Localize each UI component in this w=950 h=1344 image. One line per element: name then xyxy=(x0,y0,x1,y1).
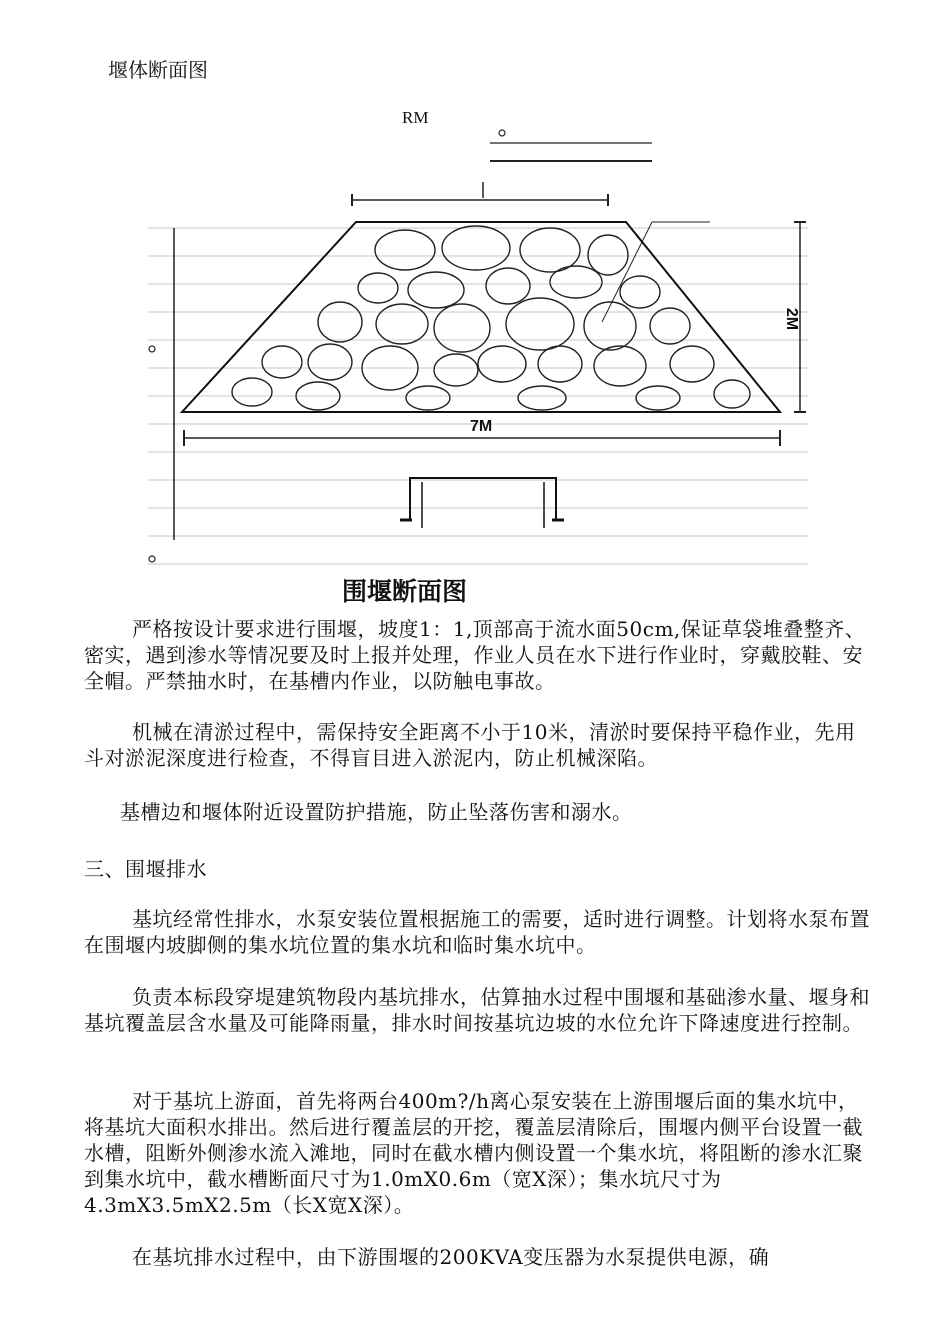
width-dimension-label: 7M xyxy=(470,418,493,435)
stone-pattern xyxy=(232,226,750,410)
section-paragraph-1: 基坑经常性排水，水泵安装位置根据施工的需要，适时进行调整。计划将水泵布置在围堰内坡脚侧的集水坑位置的集水坑和临时集水坑中。 xyxy=(84,907,870,957)
figure-caption: 围堰断面图 xyxy=(342,577,468,606)
paragraph-3: 基槽边和堰体附近设置防护措施，防止坠落伤害和溺水。 xyxy=(120,800,633,824)
section-heading: 堰体断面图 xyxy=(108,58,208,82)
section-paragraph-4: 在基坑排水过程中，由下游围堰的200KVA变压器为水泵提供电源，确 xyxy=(132,1245,770,1269)
paragraph-2: 机械在清淤过程中，需保持安全距离不小于10米，清淤时要保持平稳作业，先用斗对淤泥深度进行检查，不得盲目进入淤泥内，防止机械深陷。 xyxy=(84,720,856,770)
grid-lines xyxy=(148,228,808,564)
top-label: RM xyxy=(402,108,429,127)
dam-cross-section-figure xyxy=(140,100,820,580)
dam-cross-section-drawing xyxy=(140,100,820,580)
section-paragraph-2: 负责本标段穿堤建筑物段内基坑排水，估算抽水过程中围堰和基础渗水量、堰身和基坑覆盖层含水量及可能降雨量，排水时间按基坑边坡的水位允许下降速度进行控制。 xyxy=(84,985,870,1035)
height-dimension-label: 2M xyxy=(783,307,801,331)
section-title: 三、围堰排水 xyxy=(84,857,207,881)
section-paragraph-3: 对于基坑上游面，首先将两台400m?/h离心泵安装在上游围堰后面的集水坑中，将基坑大面积水排出。然后进行覆盖层的开挖，覆盖层清除后，围堰内侧平台设置一截水槽，阻断外侧渗水流入滩地，同时在截水槽内侧设置一个集水坑，将阻断的渗水汇聚到集水坑中，截水槽断面尺寸为1.0mX0.6m（宽X深）；集水坑尺寸为4.3mX3.5mX2.5m（长X宽X深）。 xyxy=(84,1089,863,1217)
paragraph-1: 严格按设计要求进行围堰，坡度1：1,顶部高于流水面50cm,保证草袋堆叠整齐、密实，遇到渗水等情况要及时上报并处理，作业人员在水下进行作业时，穿戴胶鞋、安全帽。严禁抽水时，在基槽内作业，以防触电事故。 xyxy=(84,617,866,693)
